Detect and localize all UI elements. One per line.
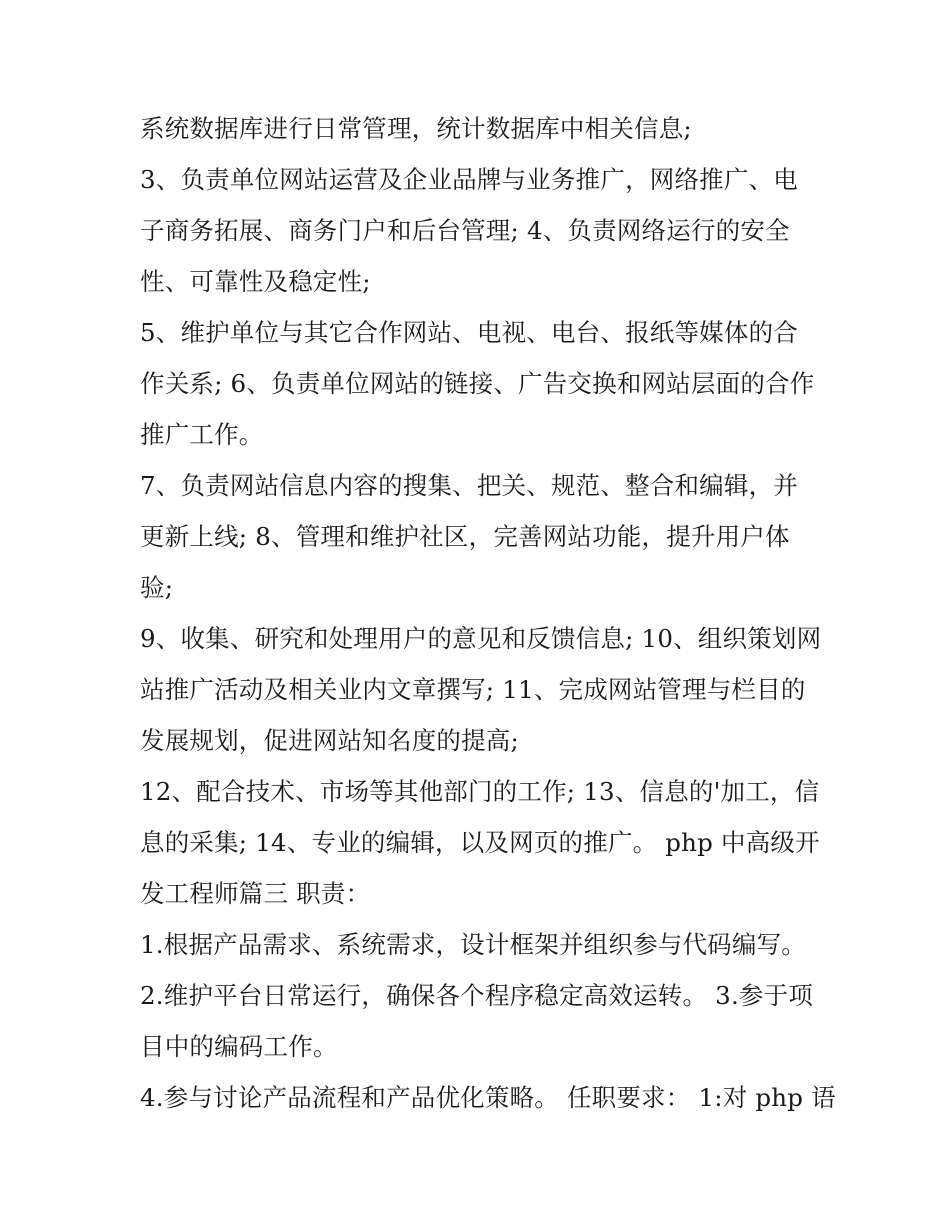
text-line: 验; [140,573,174,602]
text-line: 9、收集、研究和处理用户的意见和反馈信息; 10、组织策划网 [140,624,822,653]
text-line: 1.根据产品需求、系统需求，设计框架并组织参与代码编写。 [140,930,806,959]
text-line: 目中的编码工作。 [140,1032,338,1061]
text-line: 作关系; 6、负责单位网站的链接、广告交换和网站层面的合作 [140,369,815,398]
text-line: 子商务拓展、商务门户和后台管理; 4、负责网络运行的安全 [140,216,790,245]
text-line: 发展规划，促进网站知名度的提高; [140,726,519,755]
document-body [140,103,836,1123]
text-line: 3、负责单位网站运营及企业品牌与业务推广，网络推广、电 [140,165,798,194]
text-line: 性、可靠性及稳定性; [140,267,371,296]
text-line: 4.参与讨论产品流程和产品优化策略。 任职要求： 1:对 php 语 [140,1083,836,1112]
text-line: 更新上线; 8、管理和维护社区，完善网站功能，提升用户体 [140,522,790,551]
text-line: 站推广活动及相关业内文章撰写; 11、完成网站管理与栏目的 [140,675,806,704]
text-line: 推广工作。 [140,420,264,449]
text-line: 2.维护平台日常运行，确保各个程序稳定高效运转。 3.参于项 [140,981,814,1010]
text-line: 系统数据库进行日常管理，统计数据库中相关信息; [140,114,692,143]
text-line: 7、负责网站信息内容的搜集、把关、规范、整合和编辑，并 [140,471,798,500]
text-line: 5、维护单位与其它合作网站、电视、电台、报纸等媒体的合 [140,318,798,347]
text-line: 12、配合技术、市场等其他部门的工作; 13、信息的'加工，信 [140,777,820,806]
text-line: 发工程师篇三 职责： [140,879,371,908]
text-line: 息的采集; 14、专业的编辑，以及网页的推广。 php 中高级开 [140,828,820,857]
